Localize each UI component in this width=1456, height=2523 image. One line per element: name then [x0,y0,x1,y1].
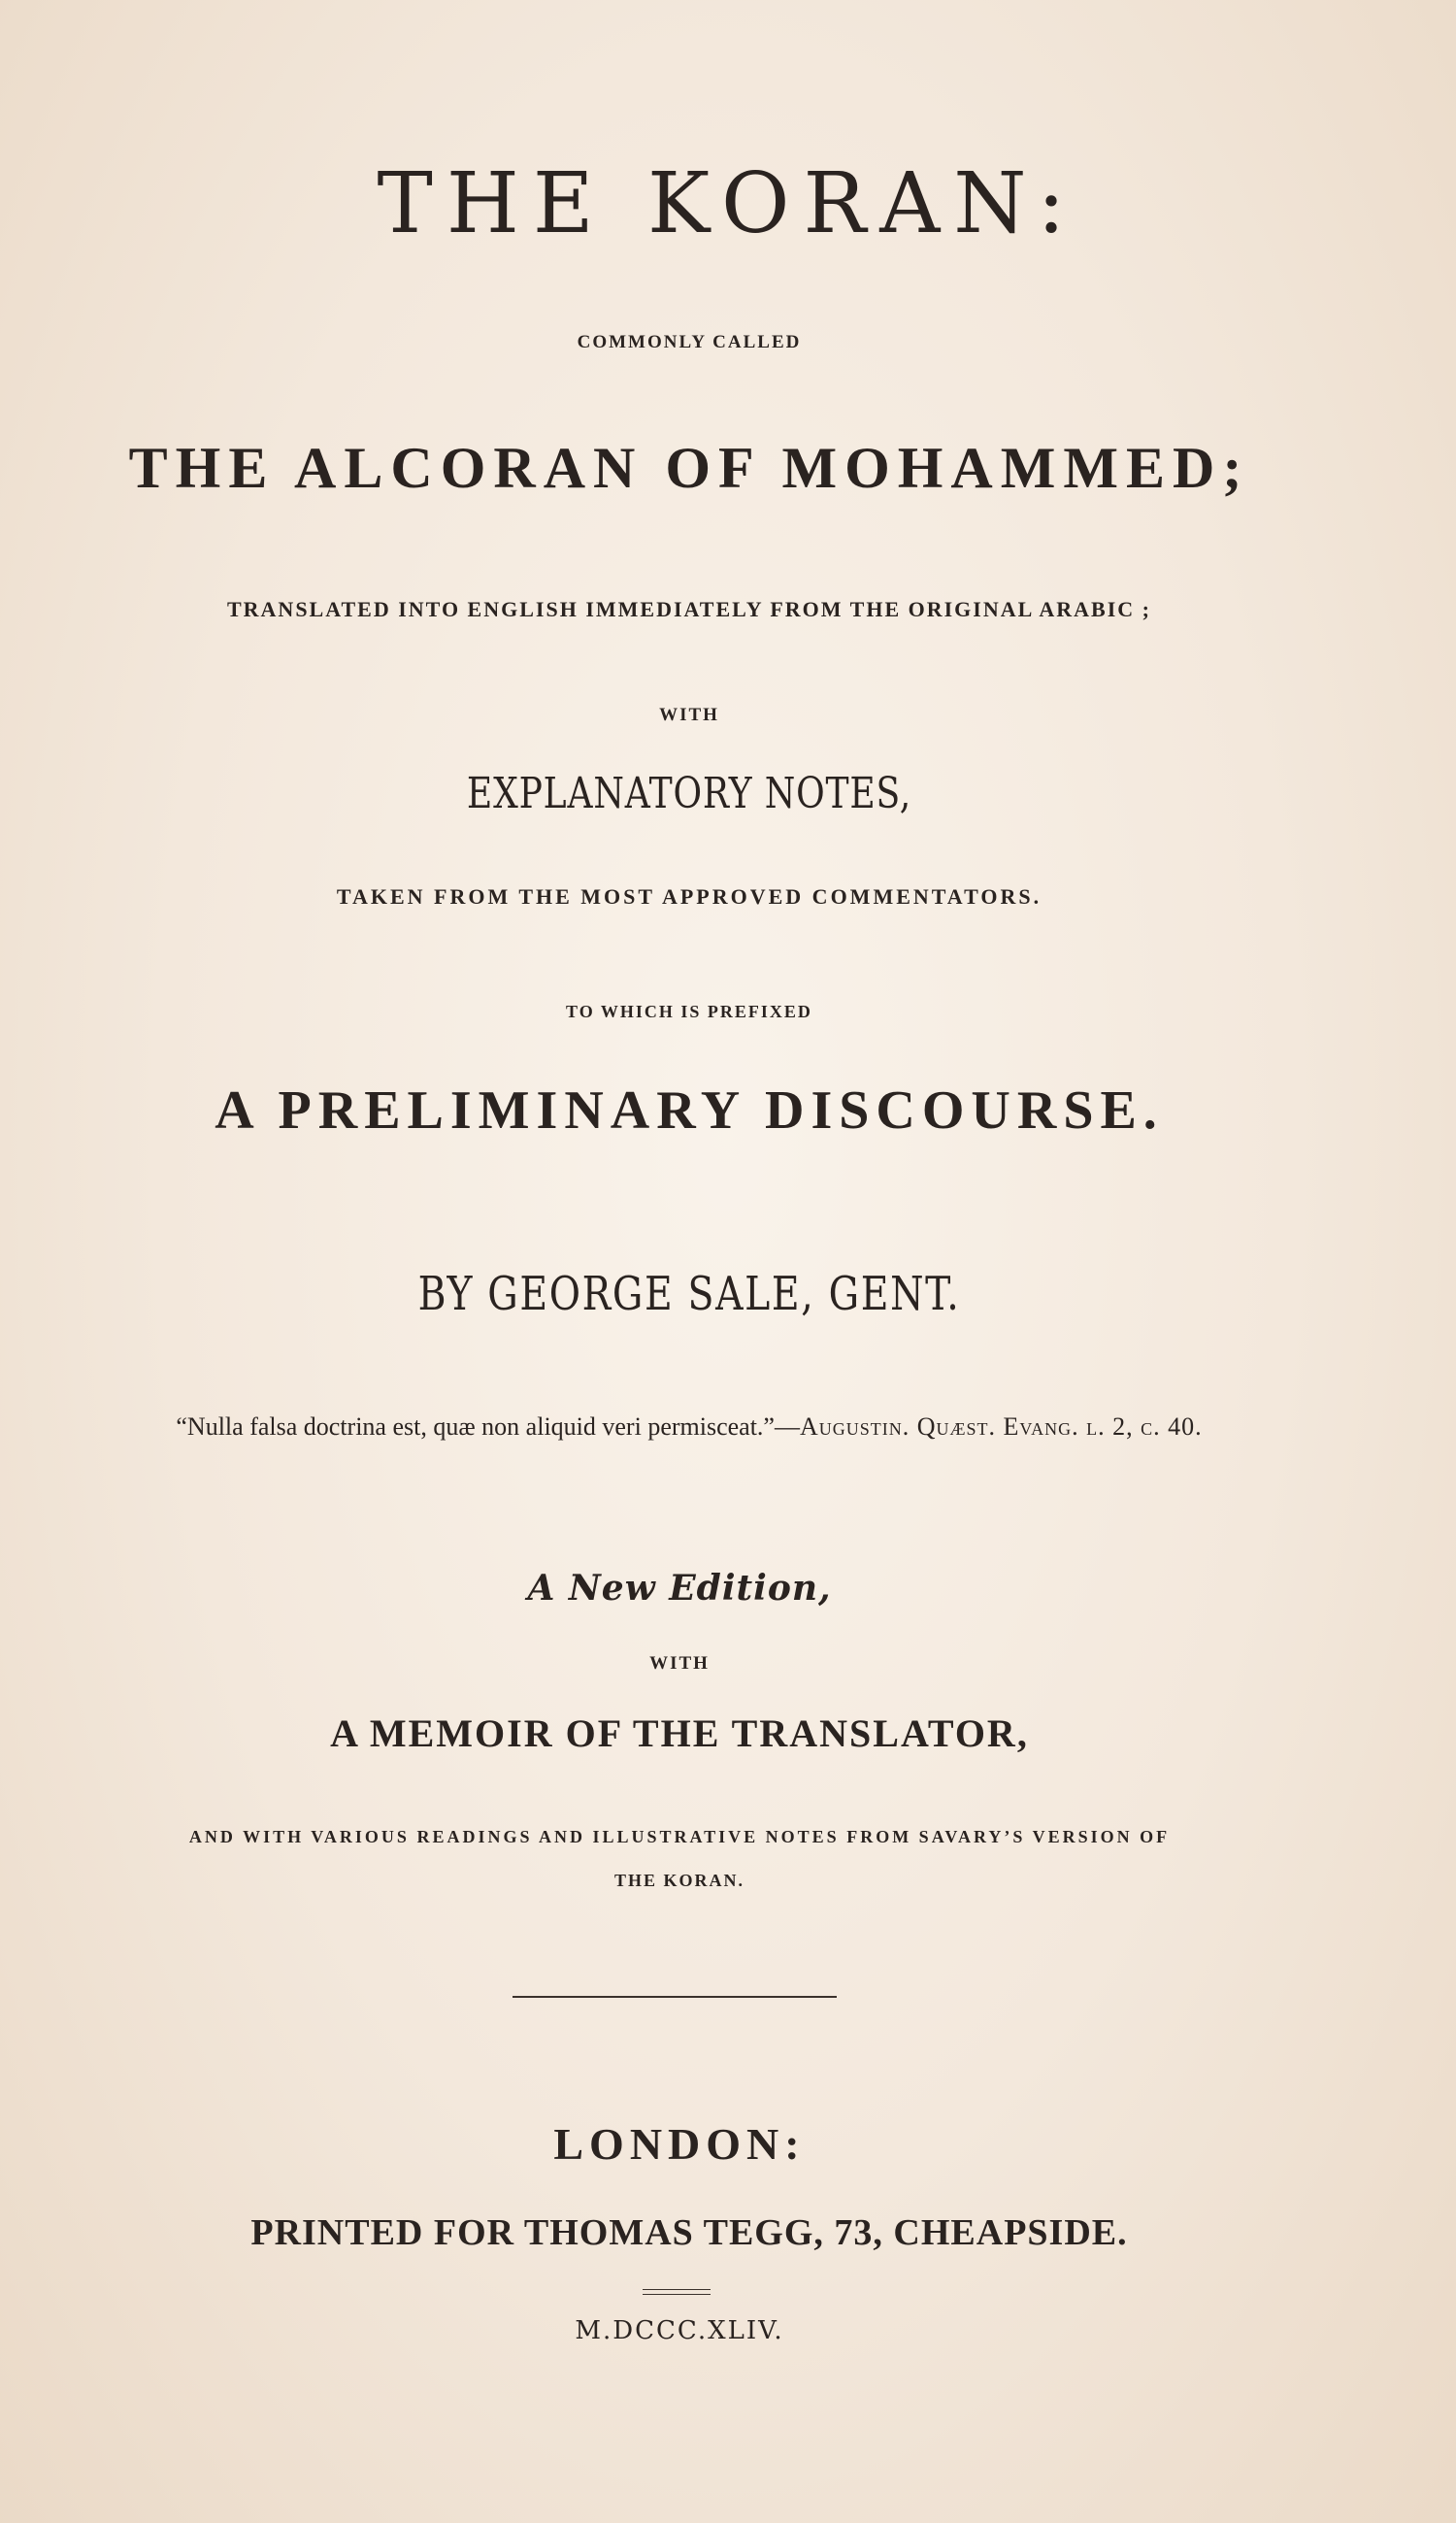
various-readings-line: AND WITH VARIOUS READINGS AND ILLUSTRATIVE NOTES FROM SAVARY’S VERSION OF [188,1827,1171,1846]
imprint-city: LONDON: [553,2119,806,2169]
to-which-prefixed-line: TO WHICH IS PREFIXED [566,1002,812,1021]
epigraph-quote [0,1412,1378,1442]
epigraph-source: Augustin. Quæst. Evang. l. 2, c. 40. [799,1412,1203,1441]
commonly-called-line: COMMONLY CALLED [577,332,802,352]
double-rule [643,2289,711,2295]
with-line-1: WITH [659,705,719,725]
author-byline: BY GEORGE SALE, GENT. [417,1267,961,1321]
preliminary-discourse-line: A PRELIMINARY DISCOURSE. [215,1080,1164,1141]
book-title: THE KORAN: [377,155,1079,252]
imprint-year: M.DCCC.XLIV. [575,2316,784,2345]
memoir-line: A MEMOIR OF THE TRANSLATOR, [330,1711,1029,1755]
new-edition-line: A New Edition, [527,1568,832,1609]
epigraph-text: “Nulla falsa doctrina est, quæ non aliquid veri permisceat.”— [176,1412,800,1441]
horizontal-rule [513,1996,837,1998]
imprint-printer: PRINTED FOR THOMAS TEGG, 73, CHEAPSIDE. [250,2212,1128,2253]
with-line-2: WITH [649,1653,710,1674]
the-koran-line: THE KORAN. [613,1871,745,1890]
explanatory-notes-line: EXPLANATORY NOTES, [466,769,912,818]
taken-from-line: TAKEN FROM THE MOST APPROVED COMMENTATORS. [336,884,1042,909]
subtitle-alcoran: THE ALCORAN OF MOHAMMED; [128,436,1250,500]
translated-line: TRANSLATED INTO ENGLISH IMMEDIATELY FROM THE ORIGINAL ARABIC ; [226,597,1151,621]
